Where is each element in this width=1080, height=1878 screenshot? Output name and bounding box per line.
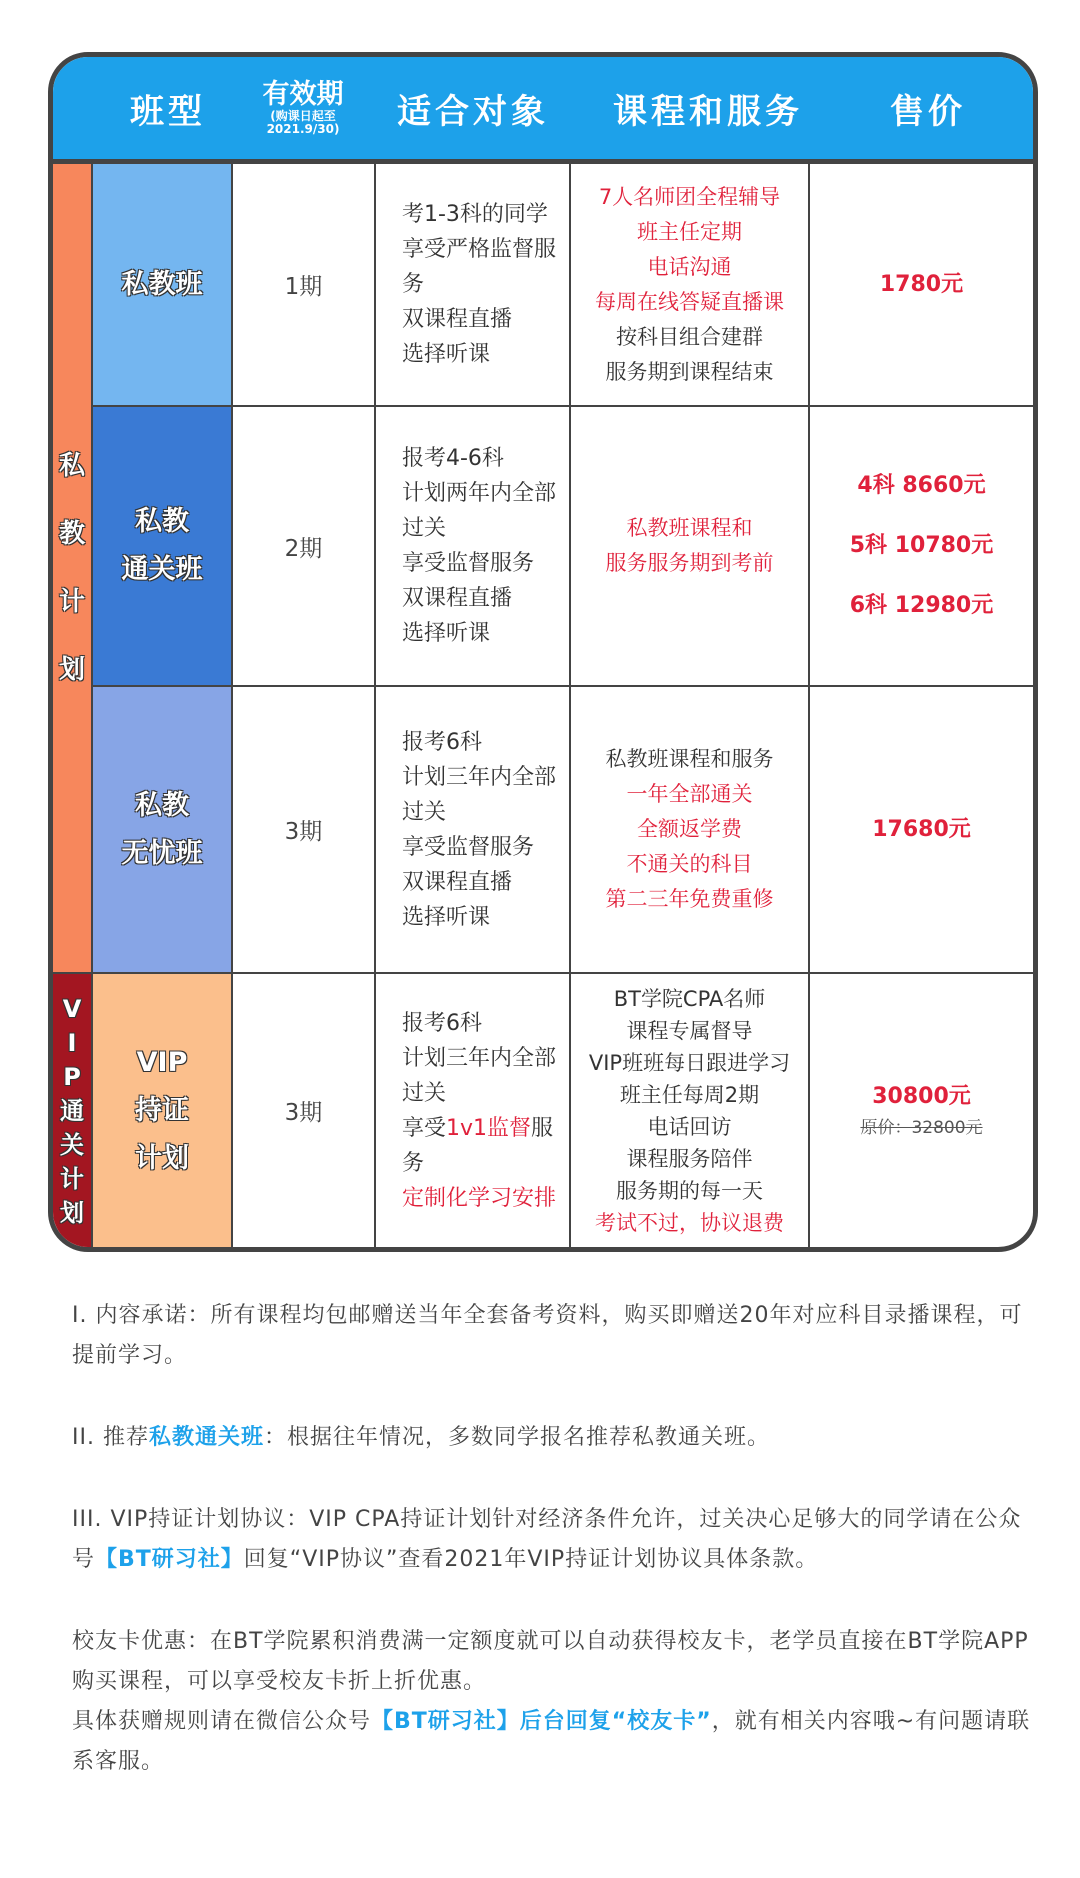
audience-line: 享受严格监督服务	[402, 237, 557, 297]
audience-line: 计划三年内全部	[402, 764, 557, 790]
group-char: V	[62, 994, 82, 1023]
price-cell	[810, 687, 1033, 974]
note-alumni-rules	[72, 1702, 1042, 1782]
price-value: 30800元	[872, 1083, 971, 1109]
services-cell	[571, 164, 810, 407]
note-text: 回复“VIP协议”查看2021年VIP持证计划协议具体条款。	[243, 1547, 819, 1572]
audience-line: 选择听课	[402, 904, 491, 930]
note-alumni-card: 校友卡优惠：在BT学院累积消费满一定额度就可以自动获得校友卡，老学员直接在BT学院APP购买课程，可以享受校友卡折上折优惠。	[72, 1629, 1029, 1694]
services-cell	[571, 974, 810, 1247]
note-highlight: 【BT研习社】后台回复“校友卡”	[371, 1709, 712, 1734]
audience-line: 考1-3科的同学	[402, 202, 548, 227]
note-highlight: 【BT研习社】	[95, 1547, 244, 1572]
price-value: 5科 10780元	[849, 533, 994, 558]
service-line: 班主任每周2期	[619, 1082, 760, 1107]
audience-line: 双课程直播	[402, 869, 513, 895]
class-name: 私教	[135, 506, 189, 537]
group-private-plan	[53, 164, 93, 974]
audience-cell	[376, 164, 571, 407]
group-char: 私	[58, 451, 85, 481]
audience-line: 双课程直播	[402, 586, 513, 611]
group-char: 教	[58, 519, 85, 549]
service-line: 电话沟通	[647, 254, 732, 279]
group-char: 计	[60, 1164, 84, 1193]
audience-line: 过关	[402, 1080, 447, 1106]
note-text: III. VIP持证计划协议：VIP CPA持证计划针对经济条件允许，过关决心足够大的同学请在公众号	[72, 1507, 1022, 1572]
group-char: 关	[60, 1130, 84, 1159]
pricing-table	[48, 52, 1038, 1252]
note-text: II. 推荐	[72, 1425, 149, 1450]
audience-line: 选择听课	[402, 342, 491, 367]
original-price: 原价：32800元	[860, 1117, 983, 1138]
audience-line: 定制化学习安排	[402, 1185, 557, 1211]
class-vip-cert	[93, 974, 233, 1247]
header-class-type: 班型	[130, 91, 206, 132]
class-name: 通关班	[121, 554, 203, 585]
class-name: 持证	[135, 1094, 189, 1126]
services-cell	[571, 687, 810, 974]
audience-cell	[376, 407, 571, 687]
price-cell	[810, 407, 1033, 687]
service-line: BT学院CPA名师	[613, 986, 766, 1011]
service-line: 不通关的科目	[626, 852, 753, 876]
service-line: 课程服务陪伴	[626, 1146, 753, 1171]
class-name: 私教班	[121, 268, 203, 300]
period-cell: 2期	[233, 407, 376, 687]
audience-cell	[376, 974, 571, 1247]
header-services: 课程和服务	[613, 91, 803, 132]
audience-line: 报考6科	[402, 729, 482, 755]
service-line: 服务服务期到考前	[605, 551, 774, 575]
note-text: ：根据往年情况，多数同学报名推荐私教通关班。	[263, 1425, 770, 1450]
period-cell: 3期	[233, 974, 376, 1247]
service-line: VIP班班每日跟进学习	[588, 1050, 791, 1075]
price-cell	[810, 164, 1033, 407]
service-line: 全额返学费	[637, 817, 742, 841]
service-line: 私教班课程和服务	[605, 747, 774, 771]
note-content-promise: I. 内容承诺：所有课程均包邮赠送当年全套备考资料，购买即赠送20年对应科目录播课程，可提前学习。	[72, 1303, 1023, 1368]
group-char: 划	[60, 1198, 84, 1227]
service-line: 课程专属督导	[626, 1018, 753, 1043]
header-audience: 适合对象	[397, 91, 549, 132]
group-vip-plan	[53, 974, 93, 1247]
price-value: 17680元	[872, 816, 971, 842]
audience-line	[402, 1111, 569, 1181]
audience-line: 报考6科	[402, 1010, 482, 1036]
service-line: 私教班课程和	[626, 516, 753, 540]
class-name: 无忧班	[121, 837, 203, 869]
audience-line: 双课程直播	[402, 307, 513, 332]
header-validity-date: 2021.9/30)	[266, 122, 340, 136]
table-header	[53, 57, 1033, 164]
service-line: 一年全部通关	[626, 782, 753, 806]
audience-line: 报考4-6科	[402, 446, 504, 471]
group-char: I	[67, 1028, 77, 1057]
note-recommend	[72, 1418, 1042, 1458]
service-line: 考试不过，协议退费	[595, 1210, 784, 1235]
audience-line: 享受监督服务	[402, 834, 535, 860]
service-line: 电话回访	[647, 1114, 732, 1139]
group-char: 计	[58, 587, 85, 617]
class-private-pass	[93, 407, 233, 687]
note-highlight: 私教通关班	[148, 1425, 264, 1450]
audience-cell	[376, 687, 571, 974]
price-value: 1780元	[879, 271, 964, 297]
note-text: ，就有相关内容哦~有问题请联系客服。	[72, 1709, 1031, 1774]
service-line: 服务期到课程结束	[605, 359, 774, 384]
audience-text: 享受	[402, 1115, 447, 1141]
audience-highlight: 1v1监督	[446, 1115, 532, 1141]
class-name: VIP	[136, 1046, 188, 1078]
table-body	[53, 164, 1033, 1247]
audience-line: 计划三年内全部	[402, 1045, 557, 1071]
audience-line: 选择听课	[402, 621, 491, 646]
notes-section	[72, 1296, 1042, 1782]
services-cell	[571, 407, 810, 687]
period-cell: 3期	[233, 687, 376, 974]
audience-line: 过关	[402, 799, 447, 825]
service-line: 每周在线答疑直播课	[595, 289, 784, 314]
price-value: 6科 12980元	[849, 593, 994, 618]
service-line: 7人名师团全程辅导	[598, 184, 781, 209]
audience-line: 过关	[402, 516, 447, 541]
price-cell	[810, 974, 1033, 1247]
service-line: 第二三年免费重修	[605, 887, 774, 911]
header-price: 售价	[890, 91, 966, 132]
service-line: 班主任定期	[637, 219, 742, 244]
audience-text: 服务	[402, 1115, 554, 1176]
header-validity-note: (购课日起至	[270, 109, 336, 123]
audience-line: 享受监督服务	[402, 551, 535, 576]
group-char: 划	[58, 655, 85, 685]
class-private-worryfree	[93, 687, 233, 974]
period-cell: 1期	[233, 164, 376, 407]
group-char: P	[63, 1062, 81, 1091]
header-validity-title: 有效期	[262, 79, 344, 110]
service-line: 服务期的每一天	[616, 1178, 763, 1203]
note-vip-agreement	[72, 1500, 1042, 1580]
class-name: 计划	[135, 1142, 189, 1174]
class-private-tutor	[93, 164, 233, 407]
class-name: 私教	[135, 789, 189, 821]
header-validity	[243, 57, 363, 159]
service-line: 按科目组合建群	[616, 324, 763, 349]
price-value: 4科 8660元	[857, 473, 986, 498]
group-char: 通	[60, 1096, 84, 1125]
audience-line: 计划两年内全部	[402, 481, 557, 506]
note-text: 具体获赠规则请在微信公众号	[72, 1709, 372, 1734]
